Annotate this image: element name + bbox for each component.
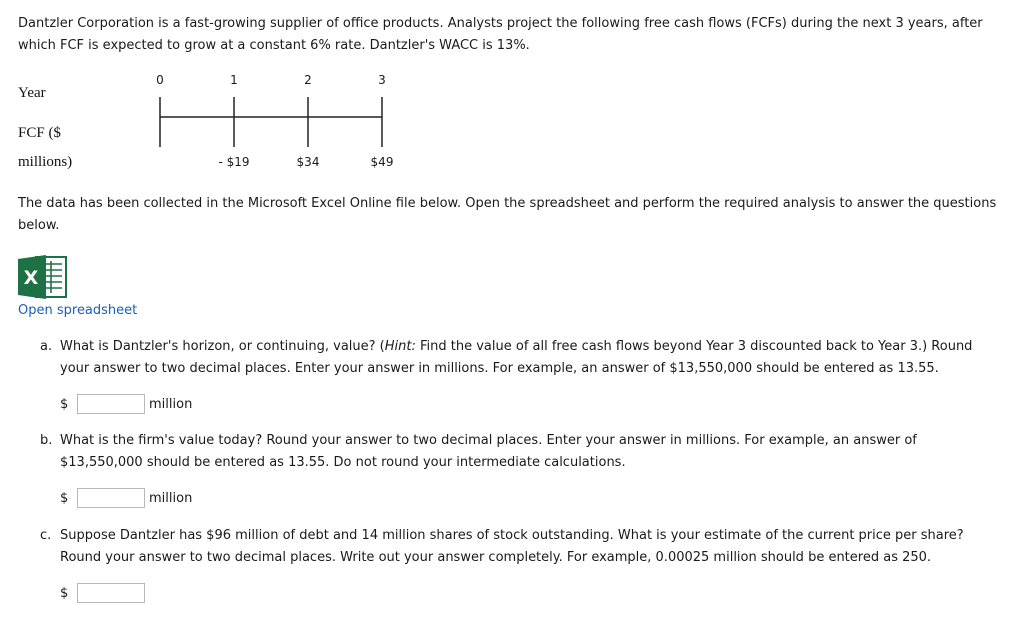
question-c-letter: c. [40, 528, 52, 543]
cash-flow-year-3: $49 [370, 155, 394, 169]
excel-icon[interactable] [18, 255, 68, 299]
svg-text:X: X [23, 267, 39, 289]
answer-c-currency: $ [60, 586, 69, 601]
cash-flow-year-1: - $19 [218, 155, 250, 169]
problem-intro: Dantzler Corporation is a fast-growing supplier of office products. Analysts project the following free cash flows (FCFs) during the next 3 years, after which FCF is expected to grow at a constant 6% rate. Dantzler's WACC is 13%. [18, 16, 983, 53]
data-note: The data has been collected in the Microsoft Excel Online file below. Open the spreadsheet and perform the required analysis to answer the questions below. [18, 196, 997, 233]
answer-a-input[interactable] [77, 394, 145, 414]
answer-b-currency: $ [60, 491, 69, 506]
answer-a-currency: $ [60, 397, 69, 412]
year-1-label: 1 [230, 73, 238, 87]
hint-label: Hint: [384, 339, 416, 354]
fcf-label-line2: millions) [18, 154, 73, 170]
fcf-label-line1: FCF ($ [18, 125, 61, 141]
cash-flow-timeline [150, 95, 390, 150]
answer-b-input[interactable] [77, 488, 145, 508]
answer-b-unit: million [149, 491, 193, 506]
question-b-letter: b. [40, 433, 53, 448]
open-spreadsheet-link[interactable]: Open spreadsheet [18, 303, 138, 318]
question-a-letter: a. [40, 339, 53, 354]
year-label: Year [18, 85, 46, 101]
year-2-label: 2 [304, 73, 312, 87]
question-a-prefix: What is Dantzler's horizon, or continuing, value? ( [60, 339, 385, 354]
question-c-text: Suppose Dantzler has $96 million of debt and 14 million shares of stock outstanding. What is your estimate of the current price per share? Round your answer to two decimal places. Write out your answer completely. For example, 0.00025 million should be entered as 250. [60, 528, 964, 565]
question-b-text: What is the firm's value today? Round your answer to two decimal places. Enter your answer in millions. For example, an answer of $13,550,000 should be entered as 13.55. Do not round your intermediate calculations. [60, 433, 917, 470]
cash-flow-year-2: $34 [296, 155, 320, 169]
answer-c-input[interactable] [77, 583, 145, 603]
answer-a-unit: million [149, 397, 193, 412]
question-a-text [60, 336, 1000, 380]
year-3-label: 3 [378, 73, 386, 87]
year-0-label: 0 [156, 73, 164, 87]
question-a-suffix: Find the value of all free cash flows beyond Year 3 discounted back to Year 3.) Round your answer to two decimal places. Enter your answer in millions. For example, an answer of $13,550,000 should be entered as 13.55. [60, 339, 973, 376]
